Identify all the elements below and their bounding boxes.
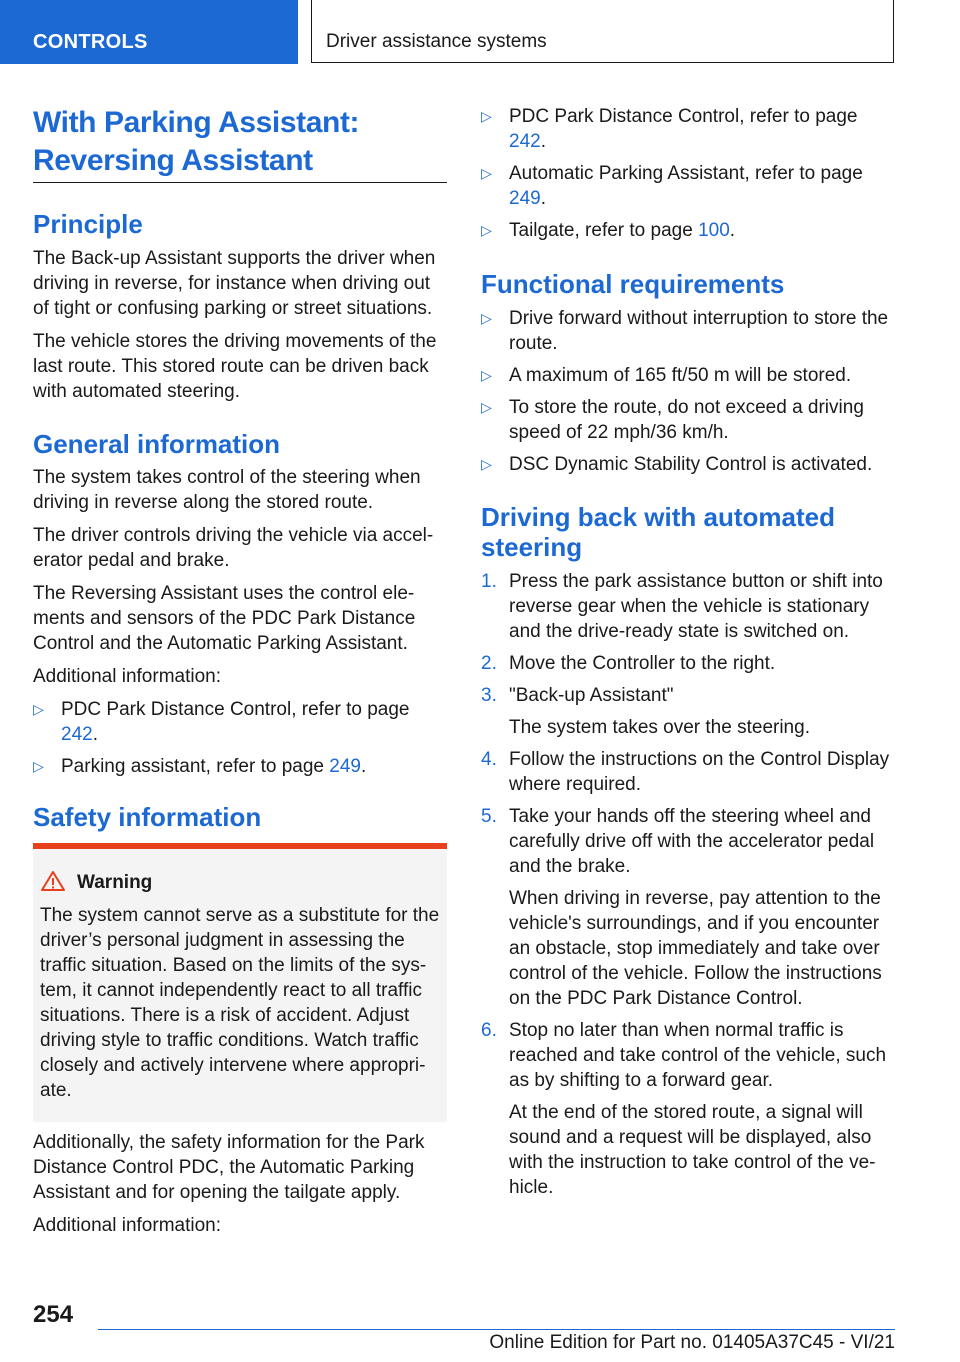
- footer-edition: Online Edition for Part no. 01405A37C45 - VI/21: [489, 1332, 895, 1353]
- step-number: 1.: [481, 571, 497, 592]
- general-paragraph-4: Additional information:: [33, 666, 221, 687]
- general-paragraph-1: The system takes control of the steering when driving in reverse along the stored route.: [33, 467, 421, 513]
- right-list-additional: [481, 104, 895, 250]
- principle-section: [33, 246, 447, 412]
- page-title: With Parking Assistant: Reversing Assistant: [33, 106, 360, 177]
- heading-safety-information: Safety information: [33, 802, 262, 832]
- page-link[interactable]: 249: [509, 188, 541, 209]
- list-item: 4. Follow the instructions on the Control Display where required.: [481, 749, 890, 795]
- step-number: 5.: [481, 806, 497, 827]
- warning-text: The system cannot serve as a substitute for the driver’s personal judgment in assessing the traffic situation. Based on the limits of the system, it cannot independently react to all traffic situations. There is a risk of accident. Adjust driving style to traffic conditions. Watch traffic closely and actively intervene where appropriate.: [40, 905, 440, 1101]
- heading-general-information: General information: [33, 429, 281, 459]
- triangle-right-icon: ▷: [481, 222, 492, 238]
- step-number: 3.: [481, 685, 497, 706]
- page-link[interactable]: 242: [509, 131, 541, 152]
- general-paragraph-2: The driver controls driving the vehicle via accelerator pedal and brake.: [33, 525, 434, 571]
- title-divider: [33, 182, 447, 183]
- triangle-right-icon: ▷: [481, 399, 492, 415]
- triangle-right-icon: ▷: [33, 758, 44, 774]
- general-paragraph-3: The Reversing Assistant uses the control elements and sensors of the PDC Park Distance Control and the Automatic Parking Assistant.: [33, 583, 416, 654]
- page-link[interactable]: 249: [329, 756, 361, 777]
- page-number: 254: [33, 1301, 74, 1328]
- chapter-tab: [311, 0, 894, 63]
- warning-title: Warning: [40, 870, 152, 895]
- list-item: ▷ Automatic Parking Assistant, refer to page 249.: [481, 163, 863, 209]
- triangle-right-icon: ▷: [33, 701, 44, 717]
- triangle-right-icon: ▷: [481, 165, 492, 181]
- page-link[interactable]: 100: [698, 220, 730, 241]
- section-label: CONTROLS: [33, 31, 148, 53]
- triangle-right-icon: ▷: [481, 367, 492, 383]
- triangle-right-icon: ▷: [481, 456, 492, 472]
- list-item: 6. Stop no later than when normal traffic is reached and take control of the vehicle, such as by shifting to a forward gear. At the end of the stored route, a signal will sound and a request will be displayed, also with the instruction to take control of the vehicle.: [481, 1020, 887, 1198]
- heading-principle: Principle: [33, 209, 143, 239]
- list-item: ▷ Parking assistant, refer to page 249.: [33, 756, 367, 777]
- list-item: 2. Move the Controller to the right.: [481, 653, 776, 674]
- footer-divider: [98, 1329, 895, 1330]
- step-number: 2.: [481, 653, 497, 674]
- list-item: 5. Take your hands off the steering wheel and carefully drive off with the accelerator pedal and the brake. When driving in reverse, pay attention to the vehicle's surroundings, and if you encounter an obstacle, stop immediately and take over control of the vehicle. Follow the instructions on the PDC Park Distance Control.: [481, 806, 882, 1009]
- list-item: ▷ To store the route, do not exceed a driving speed of 22 mph/36 km/h.: [481, 397, 864, 443]
- list-item: 3. "Back-up Assistant" The system takes over the steering.: [481, 685, 810, 738]
- safety-section: [33, 1130, 447, 1246]
- warning-triangle-icon: [40, 870, 66, 892]
- safety-paragraph-2: Additional information:: [33, 1215, 221, 1236]
- list-item: ▷ Tailgate, refer to page 100.: [481, 220, 736, 241]
- principle-paragraph-1: The Back-up Assistant supports the driver when driving in reverse, for instance when driving out of tight or confusing parking or street situations.: [33, 248, 436, 319]
- heading-driving-back: Driving back with automated steering: [481, 502, 835, 562]
- safety-paragraph-1: Additionally, the safety information for the Park Distance Control PDC, the Automatic Parking Assistant and for opening the tailgate apply.: [33, 1132, 425, 1203]
- triangle-right-icon: ▷: [481, 108, 492, 124]
- chapter-label: Driver assistance systems: [326, 31, 547, 52]
- section-tab: [0, 0, 298, 64]
- driving-back-steps: [481, 569, 895, 1207]
- list-item: ▷ PDC Park Distance Control, refer to page 242.: [481, 106, 858, 152]
- triangle-right-icon: ▷: [481, 310, 492, 326]
- list-item: ▷ Drive forward without interruption to store the route.: [481, 308, 889, 354]
- step-number: 6.: [481, 1020, 497, 1041]
- list-item: ▷ DSC Dynamic Stability Control is activated.: [481, 454, 873, 475]
- principle-paragraph-2: The vehicle stores the driving movements of the last route. This stored route can be driven back with automated steering.: [33, 331, 437, 402]
- list-item: 1. Press the park assistance button or shift into reverse gear when the vehicle is stationary and the drive-ready state is switched on.: [481, 571, 883, 642]
- list-item: ▷ PDC Park Distance Control, refer to page 242.: [33, 699, 410, 745]
- step-number: 4.: [481, 749, 497, 770]
- functional-list: [481, 306, 895, 484]
- page-link[interactable]: 242: [61, 724, 93, 745]
- heading-functional-requirements: Functional requirements: [481, 269, 785, 299]
- general-section: [33, 465, 447, 786]
- list-item: ▷ A maximum of 165 ft/50 m will be stored.: [481, 365, 852, 386]
